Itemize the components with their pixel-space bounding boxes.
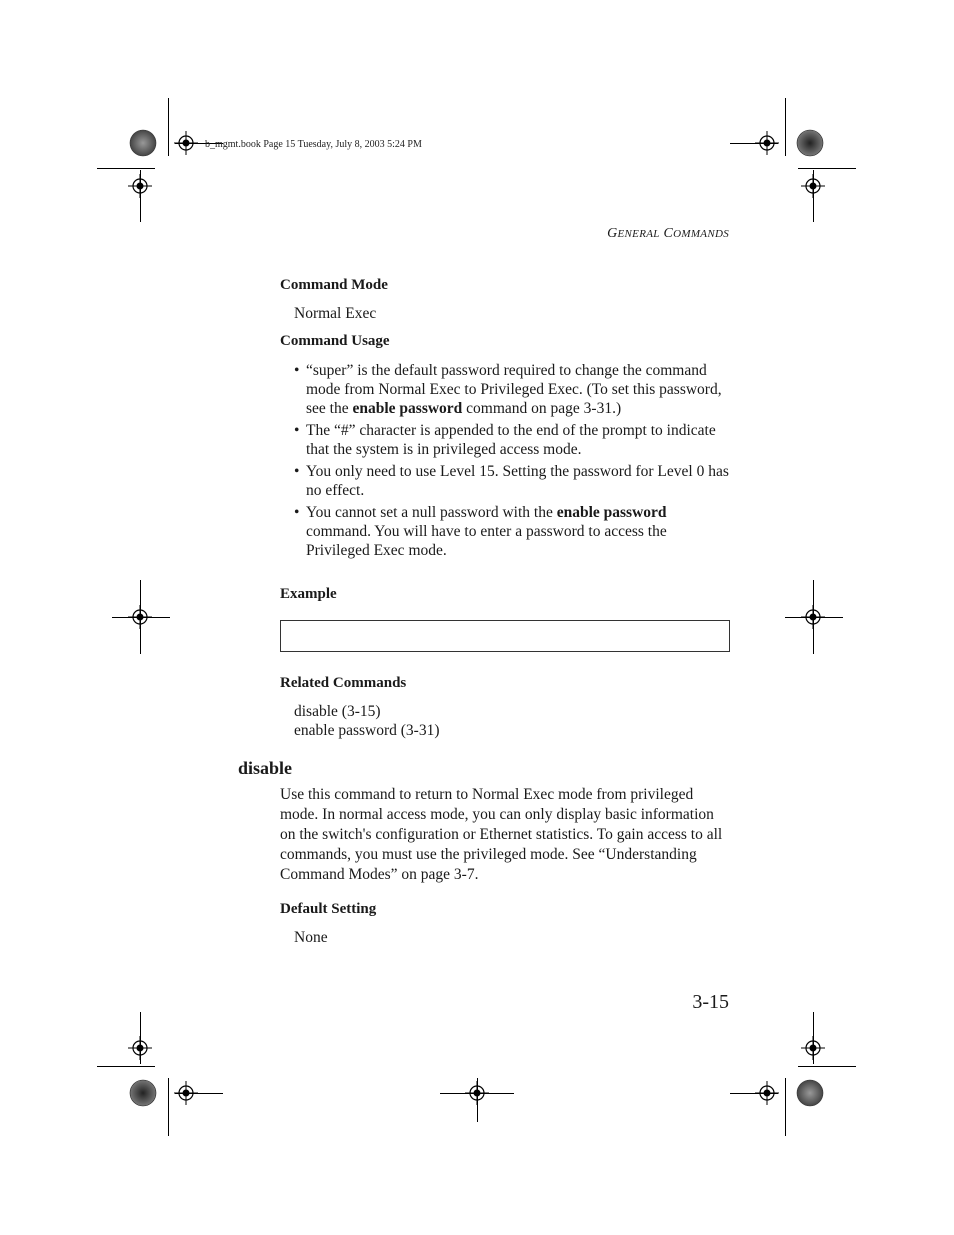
running-head-g: G (607, 226, 618, 241)
related-commands-list (294, 702, 439, 740)
list-item: • “super” is the default password required to change the command mode from Normal Exec to Privileged Exec. (To set this password, see the enable password command on page 3-31.) (294, 361, 730, 418)
running-head (607, 226, 729, 242)
running-head-eneral: ENERAL (617, 228, 660, 240)
list-item: • You only need to use Level 15. Setting the password for Level 0 has no effect. (294, 462, 730, 500)
related-command-link[interactable]: disable (3-15) (294, 703, 381, 720)
list-item: • The “#” character is appended to the end of the prompt to indicate that the system is in privileged access mode. (294, 421, 730, 459)
print-slug: b_mgmt.book Page 15 Tuesday, July 8, 2003 5:24 PM (205, 139, 422, 150)
running-head-c: C (663, 226, 674, 241)
example-heading: Example (280, 586, 337, 602)
running-head-ommands: OMMANDS (673, 228, 729, 240)
disable-description: Use this command to return to Normal Exec mode from privileged mode. In normal access mode, you can only display basic information on the switch's configuration or Ethernet statistics. To gain access to all commands, you must use the privileged mode. See “Understanding Command Modes” on page 3-7. (280, 786, 723, 883)
command-usage-list (294, 361, 730, 563)
command-usage-heading: Command Usage (280, 333, 390, 349)
command-mode-value: Normal Exec (294, 305, 377, 322)
default-setting-value: None (294, 929, 328, 946)
related-command-link[interactable]: enable password (3-31) (294, 722, 440, 739)
page-number: 3-15 (692, 991, 729, 1013)
list-item: • You cannot set a null password with the enable password command. You will have to enter a password to access the Privileged Exec mode. (294, 503, 730, 560)
default-setting-heading: Default Setting (280, 901, 377, 917)
disable-section-title: disable (238, 758, 293, 778)
related-commands-heading: Related Commands (280, 675, 407, 691)
command-mode-heading: Command Mode (280, 277, 388, 293)
example-code-box (280, 620, 730, 652)
